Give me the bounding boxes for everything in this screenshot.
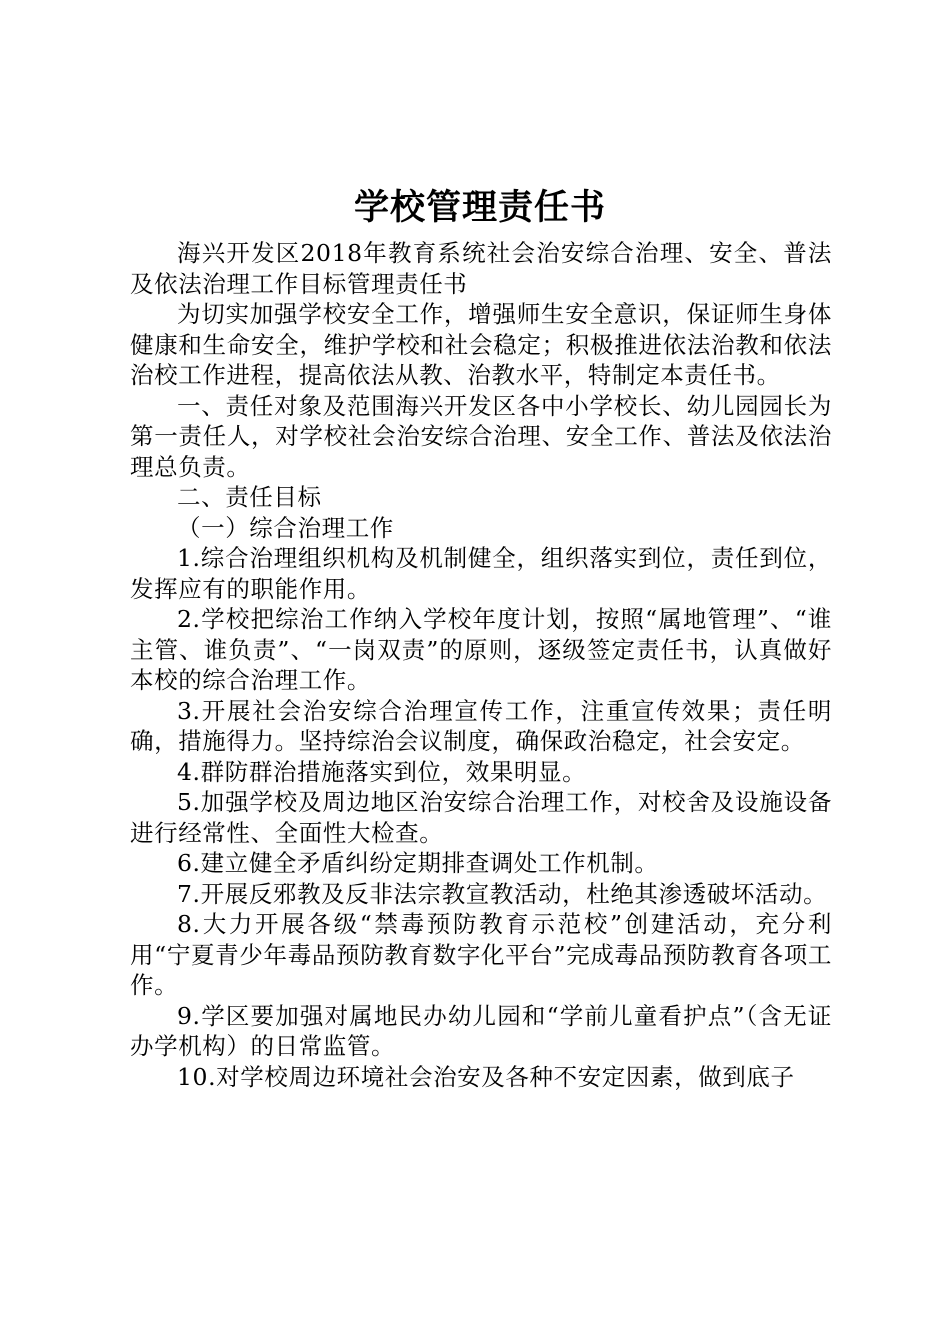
section-heading-targets: 二、责任目标 xyxy=(177,483,322,511)
paragraph-responsibility-scope: 一、责任对象及范围海兴开发区各中小学校长、幼儿园园长为第一责任人，对学校社会治安综合治理、安全工作、普法及依法治理总负责。 xyxy=(130,391,832,481)
list-item-10: 10.对学校周边环境社会治安及各种不安定因素，做到底子 xyxy=(177,1062,795,1091)
list-item-4: 4.群防群治措施落实到位，效果明显。 xyxy=(177,757,587,786)
list-item-9: 9.学区要加强对属地民办幼儿园和“学前儿童看护点”（含无证办学机构）的日常监管。 xyxy=(130,1001,832,1060)
list-item-3: 3.开展社会治安综合治理宣传工作，注重宣传效果；责任明确，措施得力。坚持综治会议制度，确保政治稳定，社会安定。 xyxy=(130,696,832,755)
paragraph-heading-line: 海兴开发区2018年教育系统社会治安综合治理、安全、普法及依法治理工作目标管理责任书 xyxy=(130,239,832,298)
document-body xyxy=(130,238,832,1092)
list-item-1: 1.综合治理组织机构及机制健全，组织落实到位，责任到位，发挥应有的职能作用。 xyxy=(130,544,832,603)
subsection-heading-governance: （一）综合治理工作 xyxy=(177,513,394,542)
list-item-7: 7.开展反邪教及反非法宗教宣教活动，杜绝其渗透破坏活动。 xyxy=(177,879,828,908)
paragraph-purpose: 为切实加强学校安全工作，增强师生安全意识，保证师生身体健康和生命安全，维护学校和社会稳定；积极推进依法治教和依法治校工作进程，提高依法从教、治教水平，特制定本责任书。 xyxy=(130,300,832,389)
list-item-6: 6.建立健全矛盾纠纷定期排查调处工作机制。 xyxy=(177,849,659,877)
list-item-8: 8.大力开展各级“禁毒预防教育示范校”创建活动，充分利用“宁夏青少年毒品预防教育数字化平台”完成毒品预防教育各项工作。 xyxy=(130,910,832,999)
list-item-5: 5.加强学校及周边地区治安综合治理工作，对校舍及设施设备进行经常性、全面性大检查。 xyxy=(130,788,832,847)
list-item-2: 2.学校把综治工作纳入学校年度计划，按照“属地管理”、“谁主管、谁负责”、“一岗双责”的原则，逐级签定责任书，认真做好本校的综合治理工作。 xyxy=(130,605,832,694)
document-title: 学校管理责任书 xyxy=(353,187,606,228)
